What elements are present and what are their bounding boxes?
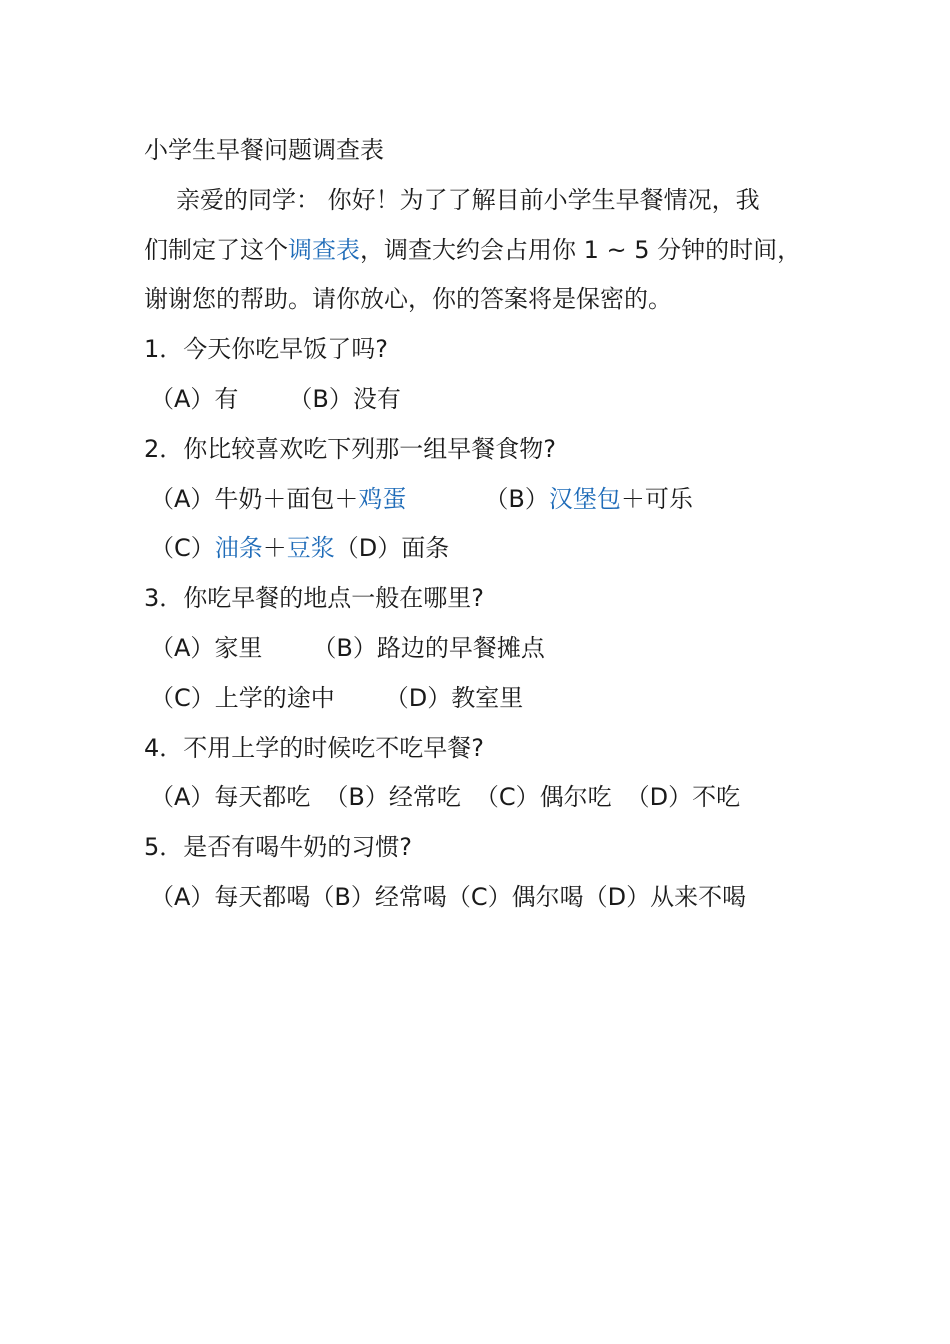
intro-text: ，调查大约会占用你 1 ~ 5 分钟的时间， <box>360 235 802 264</box>
question-2-options-ab <box>144 475 844 525</box>
egg-link[interactable]: 鸡蛋 <box>358 484 407 513</box>
option-b: （B）没有 <box>288 384 401 413</box>
question-1: 1．今天你吃早饭了吗? <box>144 335 389 364</box>
question-3-options-ab <box>144 624 844 674</box>
question-1-options <box>144 375 844 425</box>
option-b: （B）经常喝 <box>310 882 447 911</box>
option-b: （B） <box>484 484 549 513</box>
option-c: （C）偶尔喝 <box>446 882 584 911</box>
option-b: （B）路边的早餐摊点 <box>312 633 545 662</box>
question-3: 3．你吃早餐的地点一般在哪里? <box>144 584 485 613</box>
option-d: （D）不吃 <box>625 783 741 812</box>
option-d: （D）面条 <box>334 534 450 563</box>
option-b-rest: ＋可乐 <box>620 484 693 513</box>
survey-link[interactable]: 调查表 <box>288 235 360 264</box>
option-a: （A）家里 <box>150 633 263 662</box>
survey-title: 小学生早餐问题调查表 <box>144 136 384 164</box>
question-3-options-cd <box>144 674 844 724</box>
option-d: （D）从来不喝 <box>583 882 747 911</box>
option-d: （D）教室里 <box>384 683 524 712</box>
hamburger-link[interactable]: 汉堡包 <box>548 484 621 513</box>
option-c: （C） <box>150 534 215 563</box>
question-2-options-cd <box>144 524 844 574</box>
question-2: 2．你比较喜欢吃下列那一组早餐食物? <box>144 434 557 463</box>
option-b: （B）经常吃 <box>324 783 461 812</box>
option-a: （A）每天都喝 <box>150 882 311 911</box>
option-a: （A）有 <box>150 384 239 413</box>
option-c: （C）偶尔吃 <box>474 783 612 812</box>
youtiao-link[interactable]: 油条 <box>214 534 263 563</box>
intro-line-2 <box>144 226 844 276</box>
intro-text: 们制定了这个 <box>144 235 288 264</box>
question-5: 5．是否有喝牛奶的习惯? <box>144 833 413 862</box>
question-5-options <box>144 873 844 923</box>
soymilk-link[interactable]: 豆浆 <box>286 534 335 563</box>
survey-content <box>144 126 844 923</box>
question-4: 4．不用上学的时候吃不吃早餐? <box>144 733 485 762</box>
option-c: （C）上学的途中 <box>150 683 335 712</box>
option-a: （A）牛奶＋面包＋ <box>150 484 359 513</box>
question-4-options <box>144 773 844 823</box>
intro-line-3: 谢谢您的帮助。请你放心，你的答案将是保密的。 <box>144 285 672 314</box>
intro-line-1: 亲爱的同学： 你好！为了了解目前小学生早餐情况，我 <box>176 185 760 214</box>
plus-sign: ＋ <box>262 534 287 563</box>
option-a: （A）每天都吃 <box>150 783 311 812</box>
